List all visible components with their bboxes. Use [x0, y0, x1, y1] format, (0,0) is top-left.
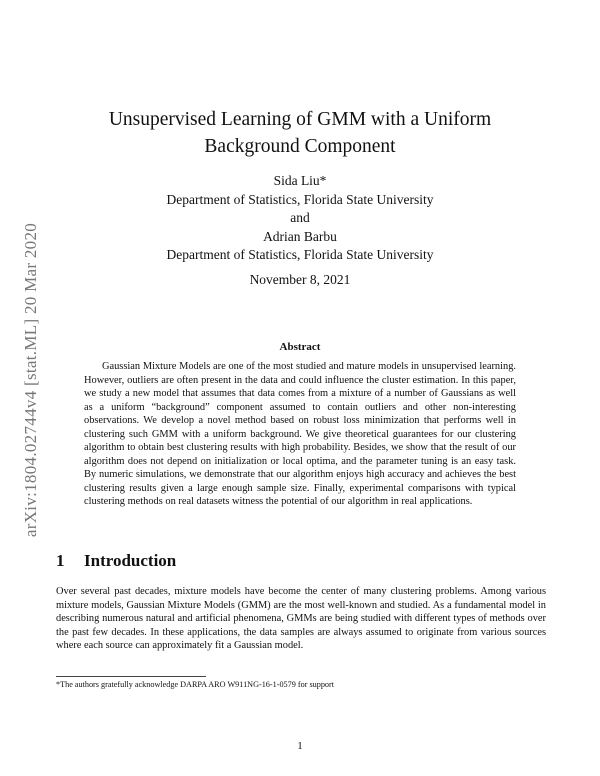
section-number: 1: [56, 551, 65, 570]
section-heading: [56, 551, 176, 571]
footnote: *The authors gratefully acknowledge DARPA ARO W911NG-16-1-0579 for support: [56, 680, 335, 689]
author-name-2: Adrian Barbu: [263, 228, 337, 244]
author-block: [90, 172, 510, 265]
page-number: 1: [297, 740, 303, 752]
author-affiliation-2: Department of Statistics, Florida State University: [166, 247, 434, 262]
author-name-1: Sida Liu*: [273, 173, 327, 188]
abstract-heading: Abstract: [279, 341, 321, 353]
paper-title: [90, 106, 510, 160]
arxiv-sidebar: [16, 190, 46, 570]
paper-date: November 8, 2021: [249, 272, 351, 287]
abstract-text: Gaussian Mixture Models are one of the most studied and mature models in unsupervised learning. However, outliers are often present in the data and could influence the cluster estimation. In this paper, we study a new model that assumes that data comes from a mixture of a number of Gaussians as well as a uniform “background” component assumed to contain outliers and other non-interesting observations. We develop a novel method based on robust loss minimization that performs well in clustering such GMM with a uniform background. We give theoretical guarantees for our clustering algorithm to obtain best clustering results with high probability. Besides, we show that the result of our algorithm does not depend on initialization or local optima, and the parameter tuning is an easy task. By numeric simulations, we demonstrate that our algorithm enjoys high accuracy and achieves the best clustering results given a large enough sample size. Finally, experimental comparisons with typical clustering methods on real datasets witness the potential of our algorithm in real applications.: [84, 361, 516, 507]
section-title: Introduction: [84, 551, 177, 570]
footnote-divider: [56, 676, 206, 677]
introduction-text: Over several past decades, mixture models have become the center of many clustering problems. Among various mixture models, Gaussian Mixture Models (GMM) are the most well-known and studied. As a fundamental model in describing numerous natural and artificial phenomena, GMMs are being studied with different types of methods over the past few decades. In these applications, the data samples are always assumed to originate from various sources where each source can approximately fit a Gaussian model.: [56, 586, 546, 652]
paper-title-line-2: Background Component: [204, 136, 396, 157]
author-conjunction: and: [290, 210, 310, 225]
author-affiliation-1: Department of Statistics, Florida State University: [166, 191, 434, 207]
paper-title-line-1: Unsupervised Learning of GMM with a Uniform: [108, 109, 492, 130]
arxiv-identifier: arXiv:1804.02744v4 [stat.ML] 20 Mar 2020: [21, 222, 40, 538]
